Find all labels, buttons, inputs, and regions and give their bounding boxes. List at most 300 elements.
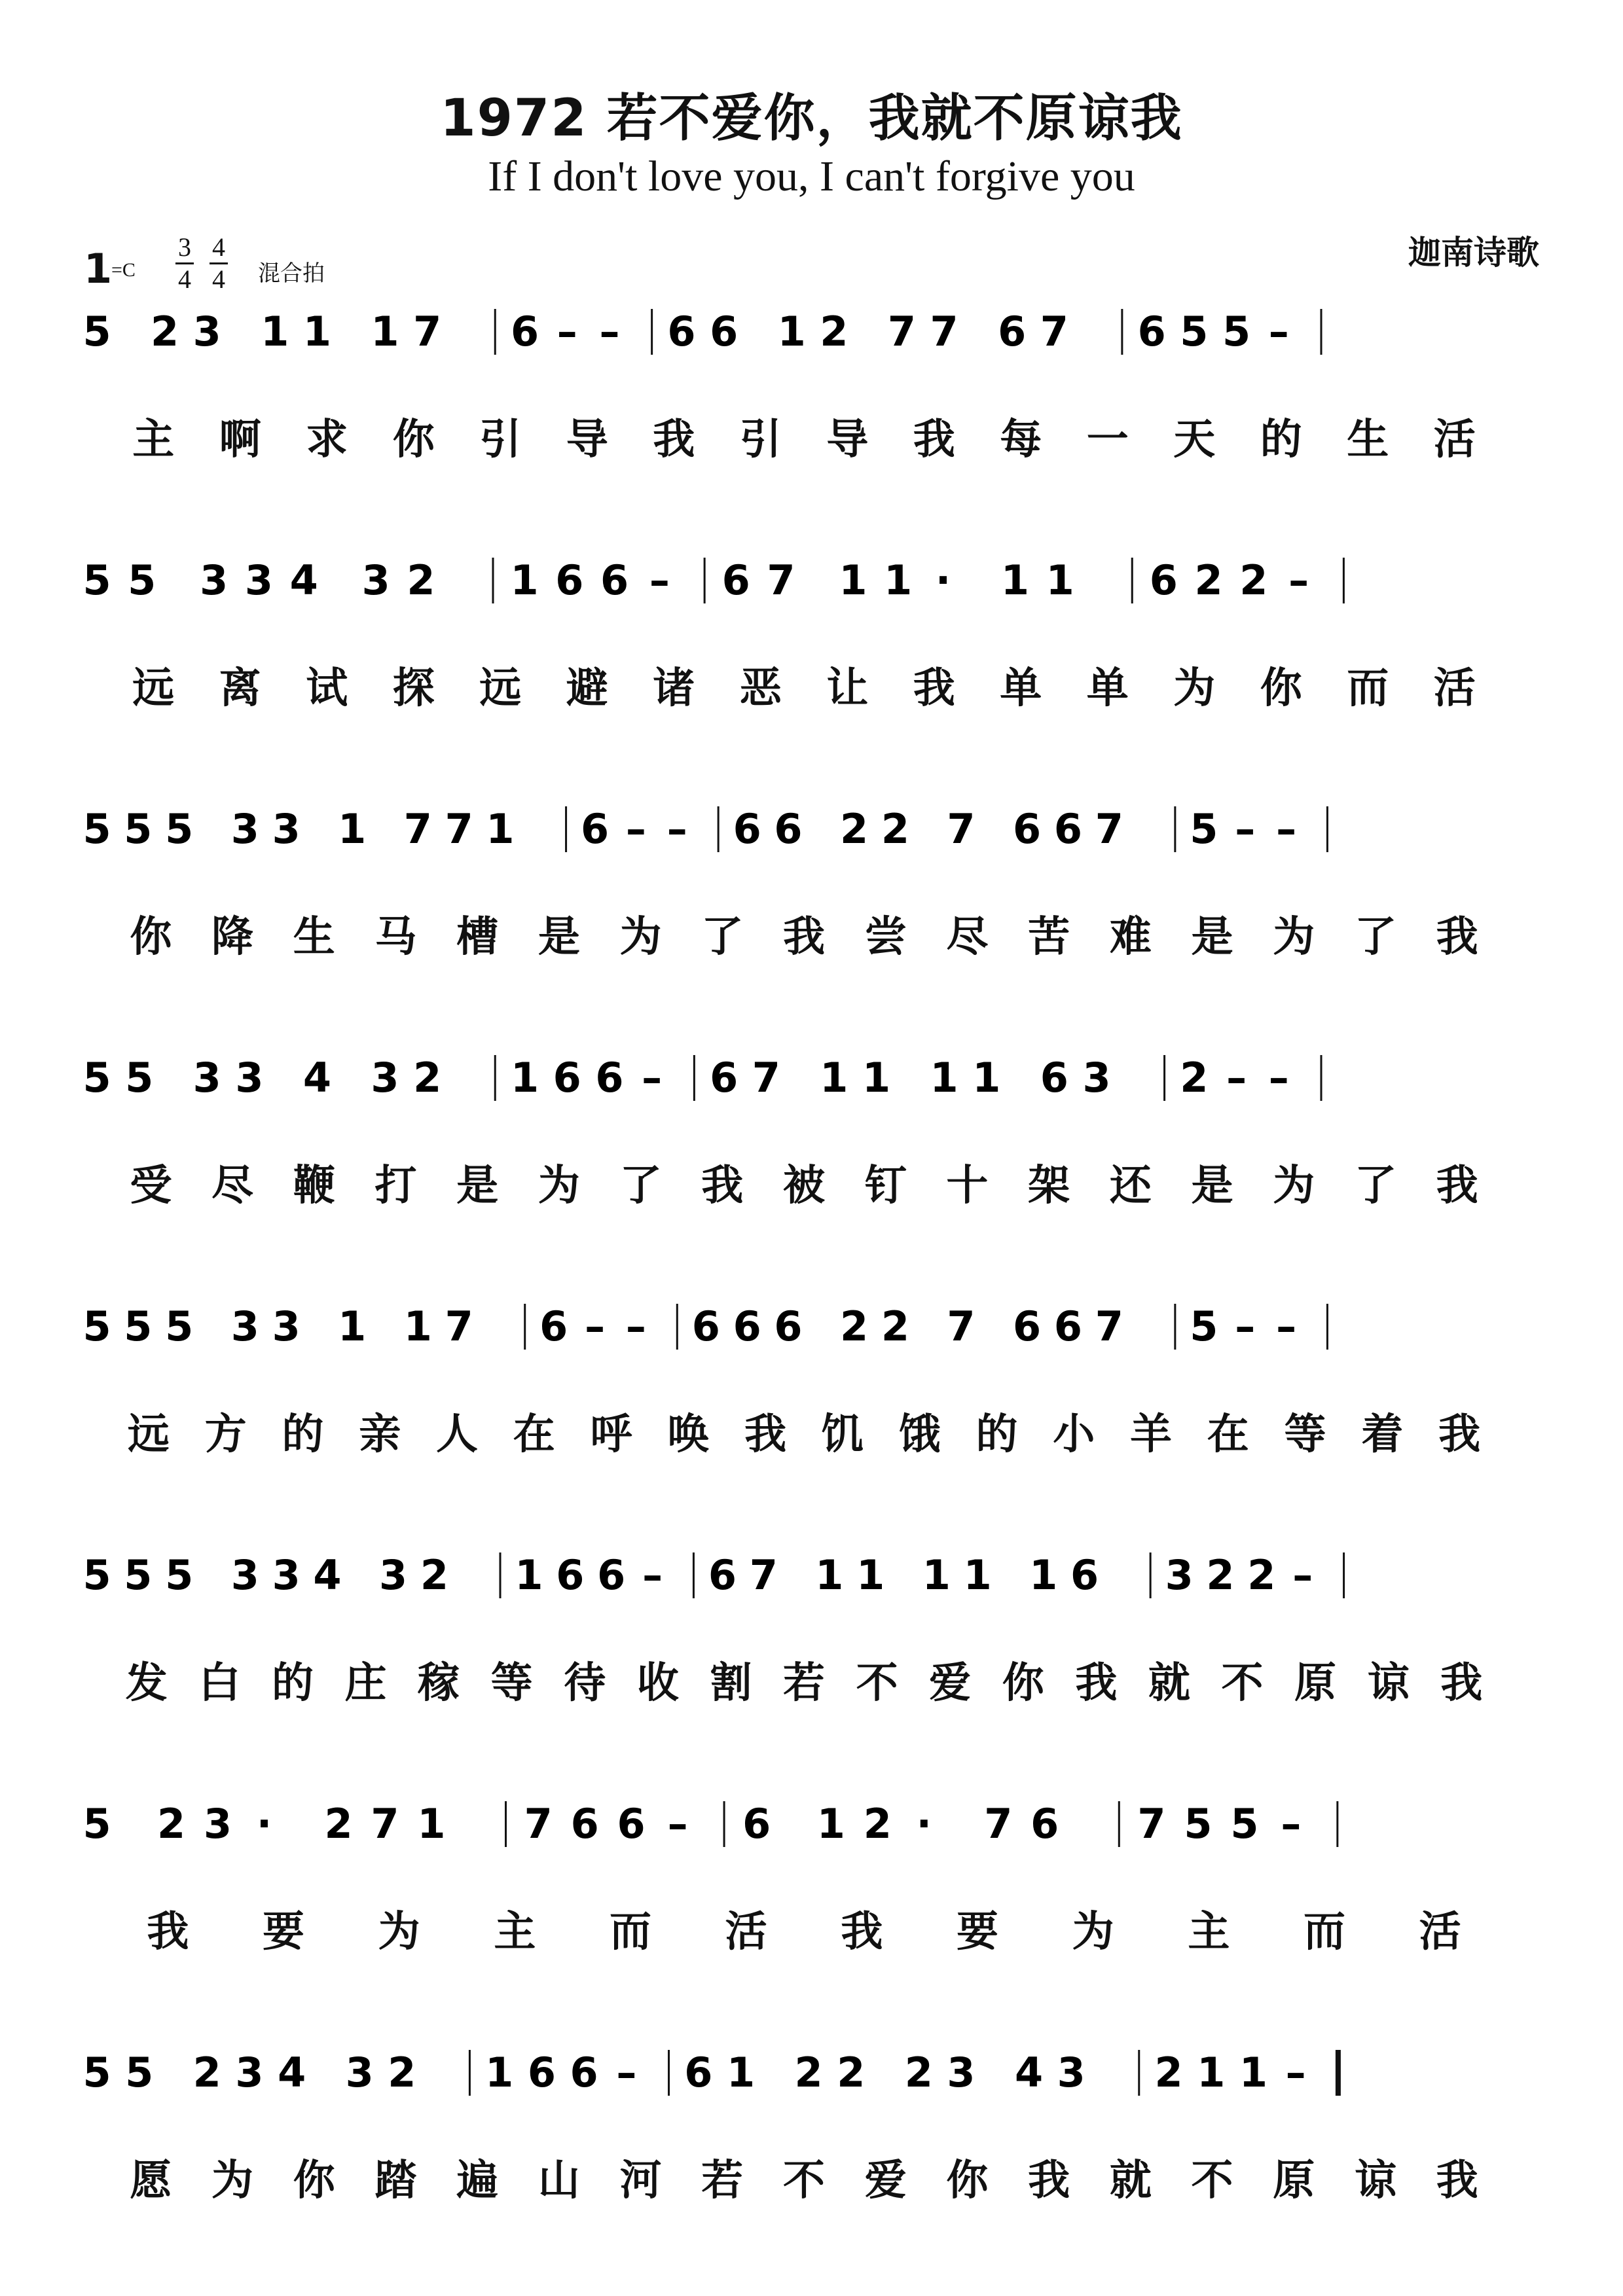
lyric-char: 稼 (418, 1659, 460, 1708)
lyric-char: 远 (127, 1410, 170, 1459)
lyric-char: 亲 (359, 1410, 401, 1459)
notes-line (84, 1538, 1550, 1630)
lyric-char: 了 (619, 1162, 662, 1210)
note: 2 (881, 1302, 909, 1350)
note: 3 (272, 805, 301, 853)
note: 1 (815, 1551, 844, 1599)
lyric-char: 原 (1273, 2157, 1315, 2205)
note: 1 (777, 308, 806, 355)
notation-system (82, 295, 1550, 464)
note: 7 (752, 1054, 780, 1102)
note: 4 (278, 2049, 306, 2096)
lyric-char: 河 (619, 2157, 662, 2205)
lyric-char: 求 (306, 416, 348, 464)
note: 7 (371, 1800, 399, 1848)
lyric-char: 是 (538, 913, 580, 961)
lyric-char: 鞭 (293, 1162, 335, 1210)
lyric-char: 引 (479, 416, 522, 464)
lyric-char: 山 (538, 2157, 580, 2205)
note: 1 (510, 1054, 539, 1102)
note: 1 (417, 1800, 446, 1848)
note: 2 (1194, 556, 1223, 604)
note: 2 (820, 308, 848, 355)
note: 5 (1230, 1800, 1259, 1848)
lyric-char: 的 (282, 1410, 324, 1459)
lyric-char: 不 (783, 2157, 825, 2205)
lyric-char: 谅 (1367, 1659, 1410, 1708)
lyric-char: 而 (610, 1908, 651, 1956)
song-title: 1972 若不爱你，我就不原谅我 (440, 89, 1183, 148)
note: 7 (947, 805, 976, 853)
lyric-char: 为 (1072, 1908, 1114, 1956)
lyric-char: 十 (946, 1162, 989, 1210)
note: 2 (840, 1302, 869, 1350)
note: 6 (1070, 1551, 1099, 1599)
lyrics-line (84, 903, 1550, 961)
lyric-char: 钉 (864, 1162, 907, 1210)
lyric-char: 我 (653, 416, 695, 464)
notation-system (82, 543, 1550, 713)
lyric-char: 遍 (456, 2157, 499, 2205)
dash: – (1292, 1551, 1313, 1599)
lyric-char: 了 (701, 913, 744, 961)
lyric-char: 啊 (219, 416, 261, 464)
lyric-char: 等 (490, 1659, 533, 1708)
lyric-char: 你 (293, 2157, 335, 2205)
lyric-char: 是 (1191, 1162, 1233, 1210)
lyric-char: 谅 (1354, 2157, 1396, 2205)
note: 2 (413, 1054, 442, 1102)
lyric-char: 你 (1002, 1659, 1044, 1708)
note: 5 (82, 308, 111, 355)
notes-line (84, 792, 1550, 884)
dash: – (1268, 1054, 1289, 1102)
lyrics-line (84, 406, 1550, 464)
lyric-char: 方 (204, 1410, 247, 1459)
notes-line (84, 543, 1550, 635)
note: 5 (124, 805, 153, 853)
note: 1 (1046, 556, 1074, 604)
lyric-char: 我 (783, 913, 825, 961)
lyric-char: 为 (378, 1908, 420, 1956)
note: · (916, 1800, 932, 1848)
lyric-char: 受 (130, 1162, 172, 1210)
note: 6 (581, 805, 610, 853)
note: 5 (165, 1302, 194, 1350)
note: 6 (570, 1800, 599, 1848)
note: 5 (1184, 1800, 1213, 1848)
note: 2 (388, 2049, 416, 2096)
dash: – (599, 308, 620, 355)
note: 2 (324, 1800, 353, 1848)
note: 1 (338, 805, 367, 853)
note: 2 (881, 805, 909, 853)
lyric-char: 割 (710, 1659, 752, 1708)
note: 6 (1137, 308, 1166, 355)
lyric-char: 等 (1284, 1410, 1326, 1459)
lyric-char: 主 (494, 1908, 536, 1956)
lyric-char: 天 (1173, 416, 1216, 464)
note: 2 (1206, 1551, 1235, 1599)
note: 7 (1095, 805, 1123, 853)
note: 7 (984, 1800, 1013, 1848)
lyric-char: 槽 (456, 913, 499, 961)
note: 6 (998, 308, 1027, 355)
lyric-char: 愿 (130, 2157, 172, 2205)
note: 1 (884, 556, 913, 604)
note: 2 (837, 2049, 866, 2096)
dash: – (1235, 1302, 1256, 1350)
lyric-char: 引 (739, 416, 782, 464)
note: 1 (862, 1054, 891, 1102)
dash: – (649, 556, 670, 604)
note: 6 (1040, 1054, 1068, 1102)
lyric-char: 若 (783, 1659, 825, 1708)
lyric-char: 架 (1028, 1162, 1070, 1210)
lyric-char: 远 (479, 664, 522, 713)
lyric-char: 尽 (211, 1162, 254, 1210)
note: 1 (856, 1551, 885, 1599)
lyric-char: 发 (125, 1659, 168, 1708)
note: 3 (230, 805, 259, 853)
note: 3 (1057, 2049, 1085, 2096)
note: 7 (403, 805, 432, 853)
note: 7 (887, 308, 916, 355)
lyric-char: 我 (744, 1410, 787, 1459)
note: 6 (733, 1302, 761, 1350)
lyric-char: 我 (1436, 2157, 1478, 2205)
lyric-char: 就 (1148, 1659, 1190, 1708)
note: 1 (403, 1302, 432, 1350)
note: 5 (165, 805, 194, 853)
lyric-char: 每 (1000, 416, 1042, 464)
lyric-char: 是 (1191, 913, 1233, 961)
note: 5 (82, 2049, 111, 2096)
note: 7 (947, 1302, 976, 1350)
dash: – (625, 805, 646, 853)
note: 2 (1154, 2049, 1183, 2096)
time-signature-bottom: 4 (212, 264, 225, 294)
note: 1 (972, 1054, 1001, 1102)
note: 6 (1013, 805, 1042, 853)
lyric-char: 一 (1086, 416, 1129, 464)
note: 3 (235, 1054, 264, 1102)
notation-system (82, 1787, 1550, 1956)
note: 3 (1082, 1054, 1111, 1102)
note: 3 (235, 2049, 264, 2096)
lyrics-line (84, 2147, 1550, 2205)
note: 6 (667, 308, 696, 355)
lyric-char: 为 (619, 913, 662, 961)
note: 7 (413, 308, 442, 355)
lyric-char: 降 (211, 913, 254, 961)
note: 1 (820, 1054, 848, 1102)
notes-line (84, 1289, 1550, 1381)
dash: – (667, 1800, 688, 1848)
note: 4 (302, 1054, 332, 1102)
dash: – (1268, 308, 1289, 355)
time-signature-bottom: 4 (178, 264, 191, 294)
dash: – (1285, 2049, 1306, 2096)
note: 2 (840, 805, 869, 853)
lyric-char: 苦 (1028, 913, 1070, 961)
note: 5 (124, 1302, 153, 1350)
lyric-char: 恶 (739, 664, 782, 713)
note: 6 (710, 308, 739, 355)
note: 1 (816, 1800, 845, 1848)
note: 4 (289, 556, 318, 604)
dash: – (642, 1054, 663, 1102)
note: 6 (1053, 1302, 1082, 1350)
song-subtitle: If I don't love you, I can't forgive you (488, 152, 1135, 200)
note: 1 (510, 556, 539, 604)
lyric-char: 导 (566, 416, 608, 464)
lyric-char: 要 (957, 1908, 998, 1956)
notes-line (84, 1787, 1550, 1878)
lyric-char: 饥 (821, 1410, 864, 1459)
lyric-char: 我 (1438, 1410, 1481, 1459)
notation-system (82, 1538, 1550, 1708)
note: 4 (1014, 2049, 1044, 2096)
lyric-char: 我 (701, 1162, 744, 1210)
lyric-char: 我 (1436, 1162, 1478, 1210)
lyric-char: 诸 (653, 664, 695, 713)
lyric-char: 饿 (898, 1410, 941, 1459)
note: 3 (272, 1302, 301, 1350)
lyric-char: 了 (1354, 1162, 1396, 1210)
lyric-char: 我 (1028, 2157, 1070, 2205)
lyric-char: 导 (826, 416, 869, 464)
note: 2 (192, 2049, 221, 2096)
dash: – (1276, 805, 1297, 853)
lyric-char: 主 (1188, 1908, 1230, 1956)
note: 2 (407, 556, 435, 604)
lyric-char: 让 (826, 664, 869, 713)
lyric-char: 我 (913, 664, 955, 713)
dash: – (616, 2049, 637, 2096)
notation-system (82, 1041, 1550, 1210)
lyric-char: 难 (1109, 913, 1152, 961)
lyric-char: 你 (392, 416, 435, 464)
lyric-char: 若 (701, 2157, 744, 2205)
dash: – (1235, 805, 1256, 853)
note: 1 (485, 2049, 514, 2096)
note: 7 (524, 1800, 553, 1848)
dash: – (1281, 1800, 1302, 1848)
note: 2 (904, 2049, 933, 2096)
dash: – (1226, 1054, 1247, 1102)
note: 5 (82, 1551, 111, 1599)
note: 6 (556, 1551, 585, 1599)
notes-line (84, 2036, 1550, 2127)
note: 6 (510, 308, 539, 355)
lyric-char: 为 (1273, 1162, 1315, 1210)
key-equals: =C (111, 259, 136, 281)
note: 6 (555, 556, 584, 604)
note: 1 (1000, 556, 1030, 604)
note: 2 (156, 1800, 186, 1848)
lyric-char: 为 (1273, 913, 1315, 961)
note: 6 (1053, 805, 1082, 853)
lyric-char: 不 (856, 1659, 898, 1708)
lyric-char: 为 (538, 1162, 580, 1210)
dash: – (1288, 556, 1309, 604)
note: 3 (379, 1551, 408, 1599)
lyric-char: 主 (132, 416, 175, 464)
lyric-char: 而 (1304, 1908, 1345, 1956)
note: 6 (1149, 556, 1178, 604)
lyric-char: 活 (1433, 416, 1476, 464)
lyric-char: 白 (198, 1659, 241, 1708)
note: 6 (1030, 1800, 1059, 1848)
lyric-char: 要 (263, 1908, 304, 1956)
lyric-char: 爱 (864, 2157, 907, 2205)
lyric-char: 我 (1436, 913, 1478, 961)
note: 2 (1239, 556, 1268, 604)
lyric-char: 在 (513, 1410, 555, 1459)
lyric-char: 而 (1347, 664, 1389, 713)
lyrics-line (84, 1898, 1550, 1956)
lyric-char: 你 (130, 913, 172, 961)
note: 7 (767, 556, 795, 604)
lyric-char: 原 (1294, 1659, 1337, 1708)
note: 2 (150, 308, 179, 355)
note: 1 (486, 805, 515, 853)
note: 6 (774, 805, 803, 853)
notation-system (82, 1289, 1550, 1459)
note: 6 (539, 1302, 568, 1350)
note: 3 (192, 308, 221, 355)
dash: – (625, 1302, 646, 1350)
note: 5 (1190, 1302, 1218, 1350)
lyric-char: 尽 (946, 913, 989, 961)
note: 3 (200, 556, 228, 604)
lyric-char: 你 (946, 2157, 989, 2205)
lyric-char: 就 (1109, 2157, 1152, 2205)
note: 6 (733, 805, 761, 853)
note: 1 (371, 308, 399, 355)
note: 5 (82, 1054, 111, 1102)
lyric-char: 生 (1347, 416, 1389, 464)
dash: – (585, 1302, 606, 1350)
note: 6 (595, 1054, 624, 1102)
note: 5 (125, 2049, 154, 2096)
lyric-char: 试 (306, 664, 348, 713)
note: 6 (742, 1800, 771, 1848)
note: 6 (617, 1800, 646, 1848)
lyrics-line (84, 1649, 1550, 1708)
lyric-char: 唤 (667, 1410, 710, 1459)
key-tonic: 1 (84, 245, 113, 293)
note: 1 (261, 308, 289, 355)
note: 3 (345, 2049, 374, 2096)
note: 1 (963, 1551, 992, 1599)
note: 5 (82, 805, 111, 853)
lyric-char: 爱 (929, 1659, 972, 1708)
lyric-char: 是 (456, 1162, 499, 1210)
lyric-char: 小 (1053, 1410, 1095, 1459)
note: 2 (1180, 1054, 1209, 1102)
note: 3 (230, 1302, 259, 1350)
note: 3 (947, 2049, 976, 2096)
note: 1 (1197, 2049, 1226, 2096)
note: 3 (244, 556, 274, 604)
note: 7 (930, 308, 958, 355)
notes-line (84, 1041, 1550, 1132)
lyric-char: 生 (293, 913, 335, 961)
lyric-char: 尝 (864, 913, 907, 961)
note: 6 (570, 2049, 598, 2096)
note: 7 (1137, 1800, 1166, 1848)
note: 2 (863, 1800, 892, 1848)
lyric-char: 羊 (1130, 1410, 1172, 1459)
lyric-char: 我 (841, 1908, 883, 1956)
notes-line (84, 295, 1550, 386)
meter-note: 混合拍 (258, 260, 325, 287)
note: 6 (527, 2049, 556, 2096)
lyric-char: 不 (1191, 2157, 1233, 2205)
lyric-char: 还 (1109, 1162, 1152, 1210)
note: 5 (125, 1054, 154, 1102)
dash: – (556, 308, 577, 355)
note: 7 (749, 1551, 778, 1599)
note: 6 (710, 1054, 739, 1102)
note: 6 (721, 556, 750, 604)
note: 3 (361, 556, 390, 604)
lyric-char: 踏 (374, 2157, 417, 2205)
lyric-char: 避 (566, 664, 608, 713)
lyric-char: 待 (564, 1659, 606, 1708)
lyric-char: 呼 (590, 1410, 632, 1459)
author: 迦南诗歌 (1408, 234, 1539, 272)
lyric-char: 收 (636, 1659, 679, 1708)
note: 5 (1222, 308, 1251, 355)
note: 1 (930, 1054, 958, 1102)
lyric-char: 不 (1221, 1659, 1264, 1708)
note: 5 (124, 1551, 153, 1599)
note: 1 (726, 2049, 756, 2096)
note: 7 (445, 805, 473, 853)
lyric-char: 离 (219, 664, 261, 713)
note: 5 (165, 1551, 194, 1599)
note: 6 (684, 2049, 713, 2096)
note: 6 (691, 1302, 720, 1350)
note: 6 (597, 1551, 626, 1599)
note: 6 (553, 1054, 581, 1102)
dash: – (642, 1551, 663, 1599)
lyric-char: 庄 (344, 1659, 387, 1708)
note: 5 (128, 556, 156, 604)
lyric-char: 我 (1440, 1659, 1483, 1708)
lyric-char: 远 (132, 664, 175, 713)
lyric-char: 的 (1260, 416, 1302, 464)
note: · (256, 1800, 272, 1848)
note: 6 (1013, 1302, 1042, 1350)
lyric-char: 我 (1075, 1659, 1118, 1708)
lyric-char: 着 (1361, 1410, 1404, 1459)
note: 1 (1029, 1551, 1058, 1599)
note: 5 (82, 556, 111, 604)
lyric-char: 我 (913, 416, 955, 464)
note: 7 (1095, 1302, 1123, 1350)
lyric-char: 马 (374, 913, 417, 961)
note: 2 (1247, 1551, 1276, 1599)
lyric-char: 的 (976, 1410, 1018, 1459)
lyric-char: 在 (1207, 1410, 1249, 1459)
lyrics-line (84, 1401, 1550, 1459)
note: 5 (82, 1800, 111, 1848)
lyric-char: 你 (1260, 664, 1302, 713)
